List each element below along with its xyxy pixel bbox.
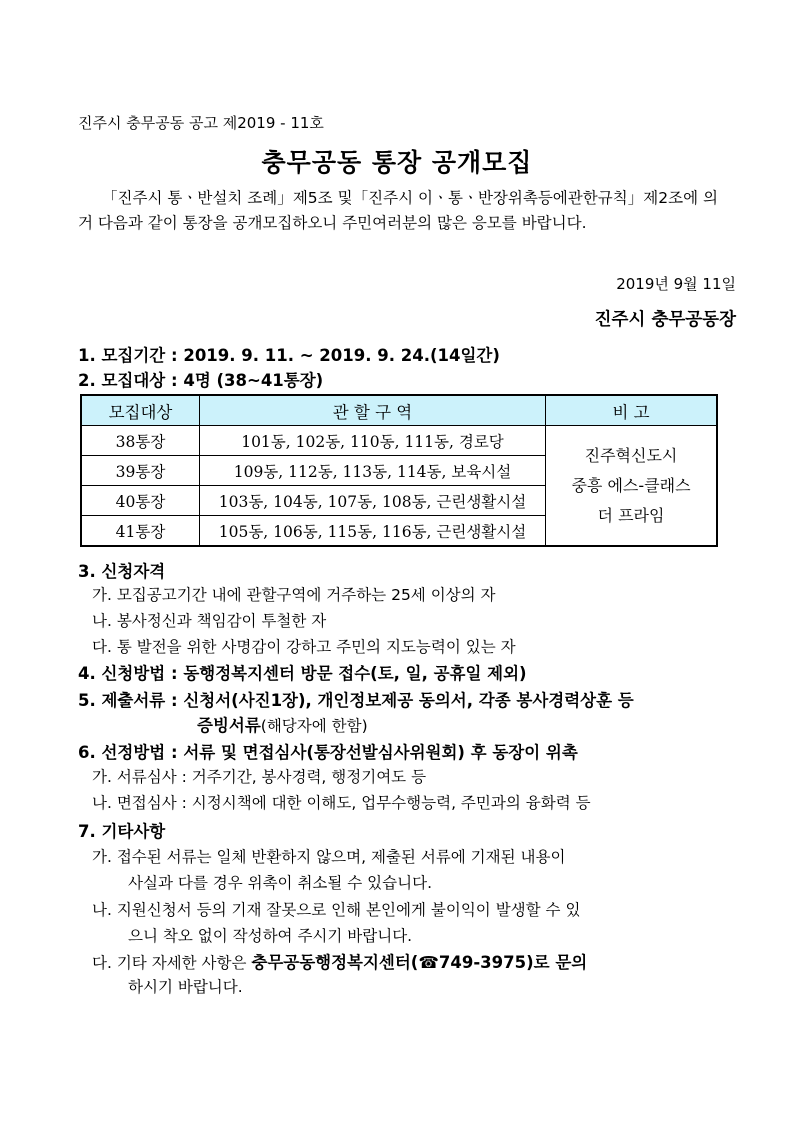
section-qualification-heading: 3. 신청자격 xyxy=(78,562,166,581)
section-documents: 5. 제출서류 : 신청서(사진1장), 개인정보제공 동의서, 각종 봉사경력상훈 등 xyxy=(78,691,634,710)
header-area: 관 할 구 역 xyxy=(200,395,546,426)
notice-number: 진주시 충무공동 공고 제2019 - 11호 xyxy=(78,114,324,132)
remark-line: 중흥 에스-클래스 xyxy=(571,475,691,495)
selection-item: 나. 면접심사 : 시정시책에 대한 이해도, 업무수행능력, 주민과의 융화력 등 xyxy=(92,794,591,812)
row-area: 101동, 102동, 110동, 111동, 경로당 xyxy=(200,426,546,456)
row-target: 41통장 xyxy=(81,516,200,547)
etc-item-cont: 사실과 다를 경우 위촉이 취소될 수 있습니다. xyxy=(128,874,433,892)
etc-item: 나. 지원신청서 등의 기재 잘못으로 인해 본인에게 불이익이 발생할 수 있 xyxy=(92,901,581,919)
jurisdiction-table xyxy=(80,394,718,547)
section-recruit-period: 1. 모집기간 : 2019. 9. 11. ~ 2019. 9. 24.(14일간) xyxy=(78,346,500,365)
etc-item: 가. 접수된 서류는 일체 반환하지 않으며, 제출된 서류에 기재된 내용이 xyxy=(92,848,566,866)
remark-line: 더 프라임 xyxy=(597,505,665,525)
row-area: 103동, 104동, 107동, 108동, 근린생활시설 xyxy=(200,486,546,516)
section-documents-cont xyxy=(197,712,368,736)
table-header-row xyxy=(81,395,717,426)
documents-proof: 증빙서류 xyxy=(197,716,261,735)
row-area: 109동, 112동, 113동, 114동, 보육시설 xyxy=(200,456,546,486)
remark-line: 진주혁신도시 xyxy=(584,445,678,465)
section-application-method: 4. 신청방법 : 동행정복지센터 방문 접수(토, 일, 공휴일 제외) xyxy=(78,664,527,683)
row-target: 40통장 xyxy=(81,486,200,516)
qualification-item: 가. 모집공고기간 내에 관할구역에 거주하는 25세 이상의 자 xyxy=(92,586,496,604)
header-remark: 비 고 xyxy=(546,395,718,426)
row-target: 39통장 xyxy=(81,456,200,486)
row-area: 105동, 106동, 115동, 116동, 근린생활시설 xyxy=(200,516,546,547)
table-row xyxy=(81,426,717,456)
remark-cell xyxy=(546,426,718,547)
row-target: 38통장 xyxy=(81,426,200,456)
etc-item-cont: 으니 착오 없이 작성하여 주시기 바랍니다. xyxy=(128,927,413,945)
header-target: 모집대상 xyxy=(81,395,200,426)
section-etc-heading: 7. 기타사항 xyxy=(78,822,166,841)
section-selection-heading: 6. 선정방법 : 서류 및 면접심사(통장선발심사위원회) 후 동장이 위촉 xyxy=(78,743,578,762)
intro-paragraph: 「진주시 통ㆍ반설치 조례」제5조 및「진주시 이ㆍ통ㆍ반장위촉등에관한규칙」제2조에 의거 다음과 같이 통장을 공개모집하오니 주민여러분의 많은 응모를 바랍니다. xyxy=(78,189,718,232)
etc-item xyxy=(92,949,587,973)
notice-date: 2019년 9월 11일 xyxy=(616,275,736,293)
etc-item-prefix: 다. 기타 자세한 사항은 xyxy=(92,954,252,972)
issuer: 진주시 충무공동장 xyxy=(594,310,736,330)
qualification-item: 나. 봉사정신과 책임감이 투철한 자 xyxy=(92,612,327,630)
section-recruit-target: 2. 모집대상 : 4명 (38~41통장) xyxy=(78,371,324,390)
documents-proof-note: (해당자에 한함) xyxy=(260,717,368,735)
etc-item-cont: 하시기 바랍니다. xyxy=(128,978,243,996)
page-title: 충무공동 통장 공개모집 xyxy=(261,148,533,177)
selection-item: 가. 서류심사 : 거주기간, 봉사경력, 행정기여도 등 xyxy=(92,768,427,786)
qualification-item: 다. 통 발전을 위한 사명감이 강하고 주민의 지도능력이 있는 자 xyxy=(92,638,516,656)
contact-center: 충무공동행정복지센터(☎749-3975)로 문의 xyxy=(251,953,588,972)
